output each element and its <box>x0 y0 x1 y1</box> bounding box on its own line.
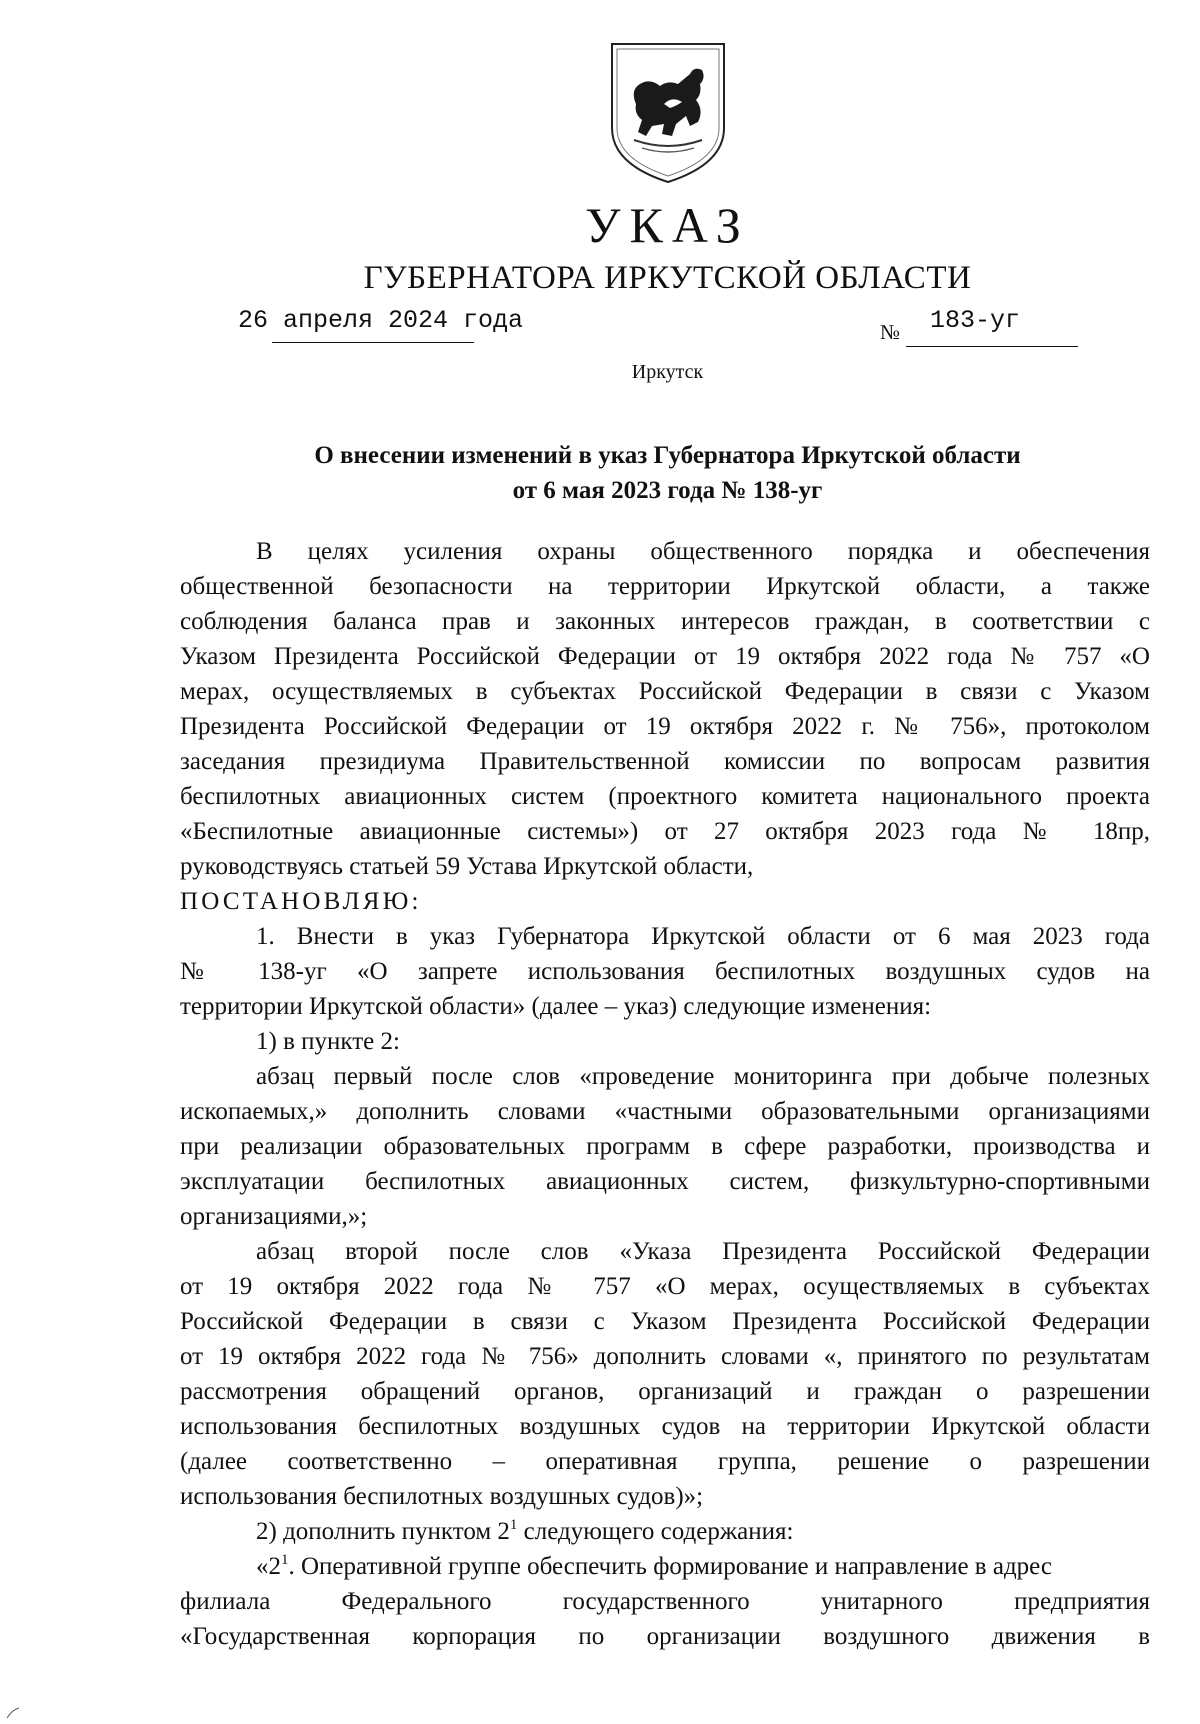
body-line <box>180 1549 1150 1584</box>
scan-mark-icon <box>6 1706 20 1720</box>
coat-of-arms-icon <box>606 40 730 186</box>
body-line: использования беспилотных воздушных судов на территории Иркутской области <box>180 1413 1150 1440</box>
body-line: заседания президиума Правительственной комиссии по вопросам развития <box>180 748 1150 775</box>
body-line: при реализации образовательных программ в сфере разработки, производства и <box>180 1133 1150 1160</box>
city-name: Иркутск <box>631 361 704 383</box>
body-line: эксплуатации беспилотных авиационных систем, физкультурно-спортивными <box>180 1168 1150 1195</box>
resolution-heading: ПОСТАНОВЛЯЮ: <box>180 888 422 915</box>
body-line: рассмотрения обращений органов, организаций и граждан о разрешении <box>180 1378 1150 1405</box>
body-line: «Беспилотные авиационные системы») от 27 октября 2023 года № 18пр, <box>180 818 1150 845</box>
body-line: (далее соответственно – оперативная группа, решение о разрешении <box>180 1448 1150 1475</box>
body-line: Указом Президента Российской Федерации от 19 октября 2022 года № 757 «О <box>180 643 1150 670</box>
body-line: 1) в пункте 2: <box>256 1028 400 1055</box>
number-underline <box>906 346 1078 347</box>
subject-line: О внесении изменений в указ Губернатора Иркутской области <box>314 442 1021 469</box>
document-date: 26 апреля 2024 года <box>238 306 524 335</box>
superscript-marker: 1 <box>509 1517 518 1533</box>
number-sign: № <box>880 320 901 344</box>
issuing-authority: ГУБЕРНАТОРА ИРКУТСКОЙ ОБЛАСТИ <box>363 260 972 296</box>
document-number: 183-уг <box>930 306 1021 335</box>
body-line: № 138-уг «О запрете использования беспилотных воздушных судов на <box>180 958 1150 985</box>
body-line: соблюдения баланса прав и законных интересов граждан, в соответствии с <box>180 608 1150 635</box>
body-line: от 19 октября 2022 года № 756» дополнить словами «, принятого по результатам <box>180 1343 1150 1370</box>
body-line: абзац первый после слов «проведение мониторинга при добыче полезных <box>256 1063 1150 1090</box>
body-line: организациями,»; <box>180 1203 368 1230</box>
subject-line: от 6 мая 2023 года № 138-уг <box>512 477 823 504</box>
body-line: общественной безопасности на территории Иркутской области, а также <box>180 573 1150 600</box>
body-line: ископаемых,» дополнить словами «частными образовательными организациями <box>180 1098 1150 1125</box>
superscript-marker: 1 <box>281 1552 289 1568</box>
body-line: абзац второй после слов «Указа Президента Российской Федерации <box>256 1238 1150 1265</box>
body-line: Российской Федерации в связи с Указом Президента Российской Федерации <box>180 1308 1150 1335</box>
body-line-text: «2 <box>256 1553 281 1580</box>
body-line: филиала Федерального государственного унитарного предприятия <box>180 1588 1150 1615</box>
document-body <box>180 534 1150 1654</box>
body-line-text: . Оперативной группе обеспечить формирование и направление в адрес <box>288 1553 1052 1580</box>
body-line: руководствуясь статьей 59 Устава Иркутской области, <box>180 853 754 880</box>
body-line <box>180 1514 1150 1549</box>
date-underline <box>272 342 474 343</box>
body-line: использования беспилотных воздушных судов)»; <box>180 1483 704 1510</box>
body-line: «Государственная корпорация по организации воздушного движения в <box>180 1623 1150 1650</box>
body-line: мерах, осуществляемых в субъектах Российской Федерации в связи с Указом <box>180 678 1150 705</box>
body-line-text: 2) дополнить пунктом 2 <box>256 1518 510 1545</box>
body-line: 1. Внести в указ Губернатора Иркутской области от 6 мая 2023 года <box>256 923 1150 950</box>
body-line-text: следующего содержания: <box>517 1518 794 1545</box>
body-line: В целях усиления охраны общественного порядка и обеспечения <box>256 538 1150 565</box>
body-line: от 19 октября 2022 года № 757 «О мерах, осуществляемых в субъектах <box>180 1273 1150 1300</box>
body-line: Президента Российской Федерации от 19 октября 2022 г. № 756», протоколом <box>180 713 1150 740</box>
document-subject <box>190 438 1145 508</box>
body-line: беспилотных авиационных систем (проектного комитета национального проекта <box>180 783 1150 810</box>
document-title: УКАЗ <box>585 197 750 253</box>
body-line: территории Иркутской области» (далее – указ) следующие изменения: <box>180 993 932 1020</box>
